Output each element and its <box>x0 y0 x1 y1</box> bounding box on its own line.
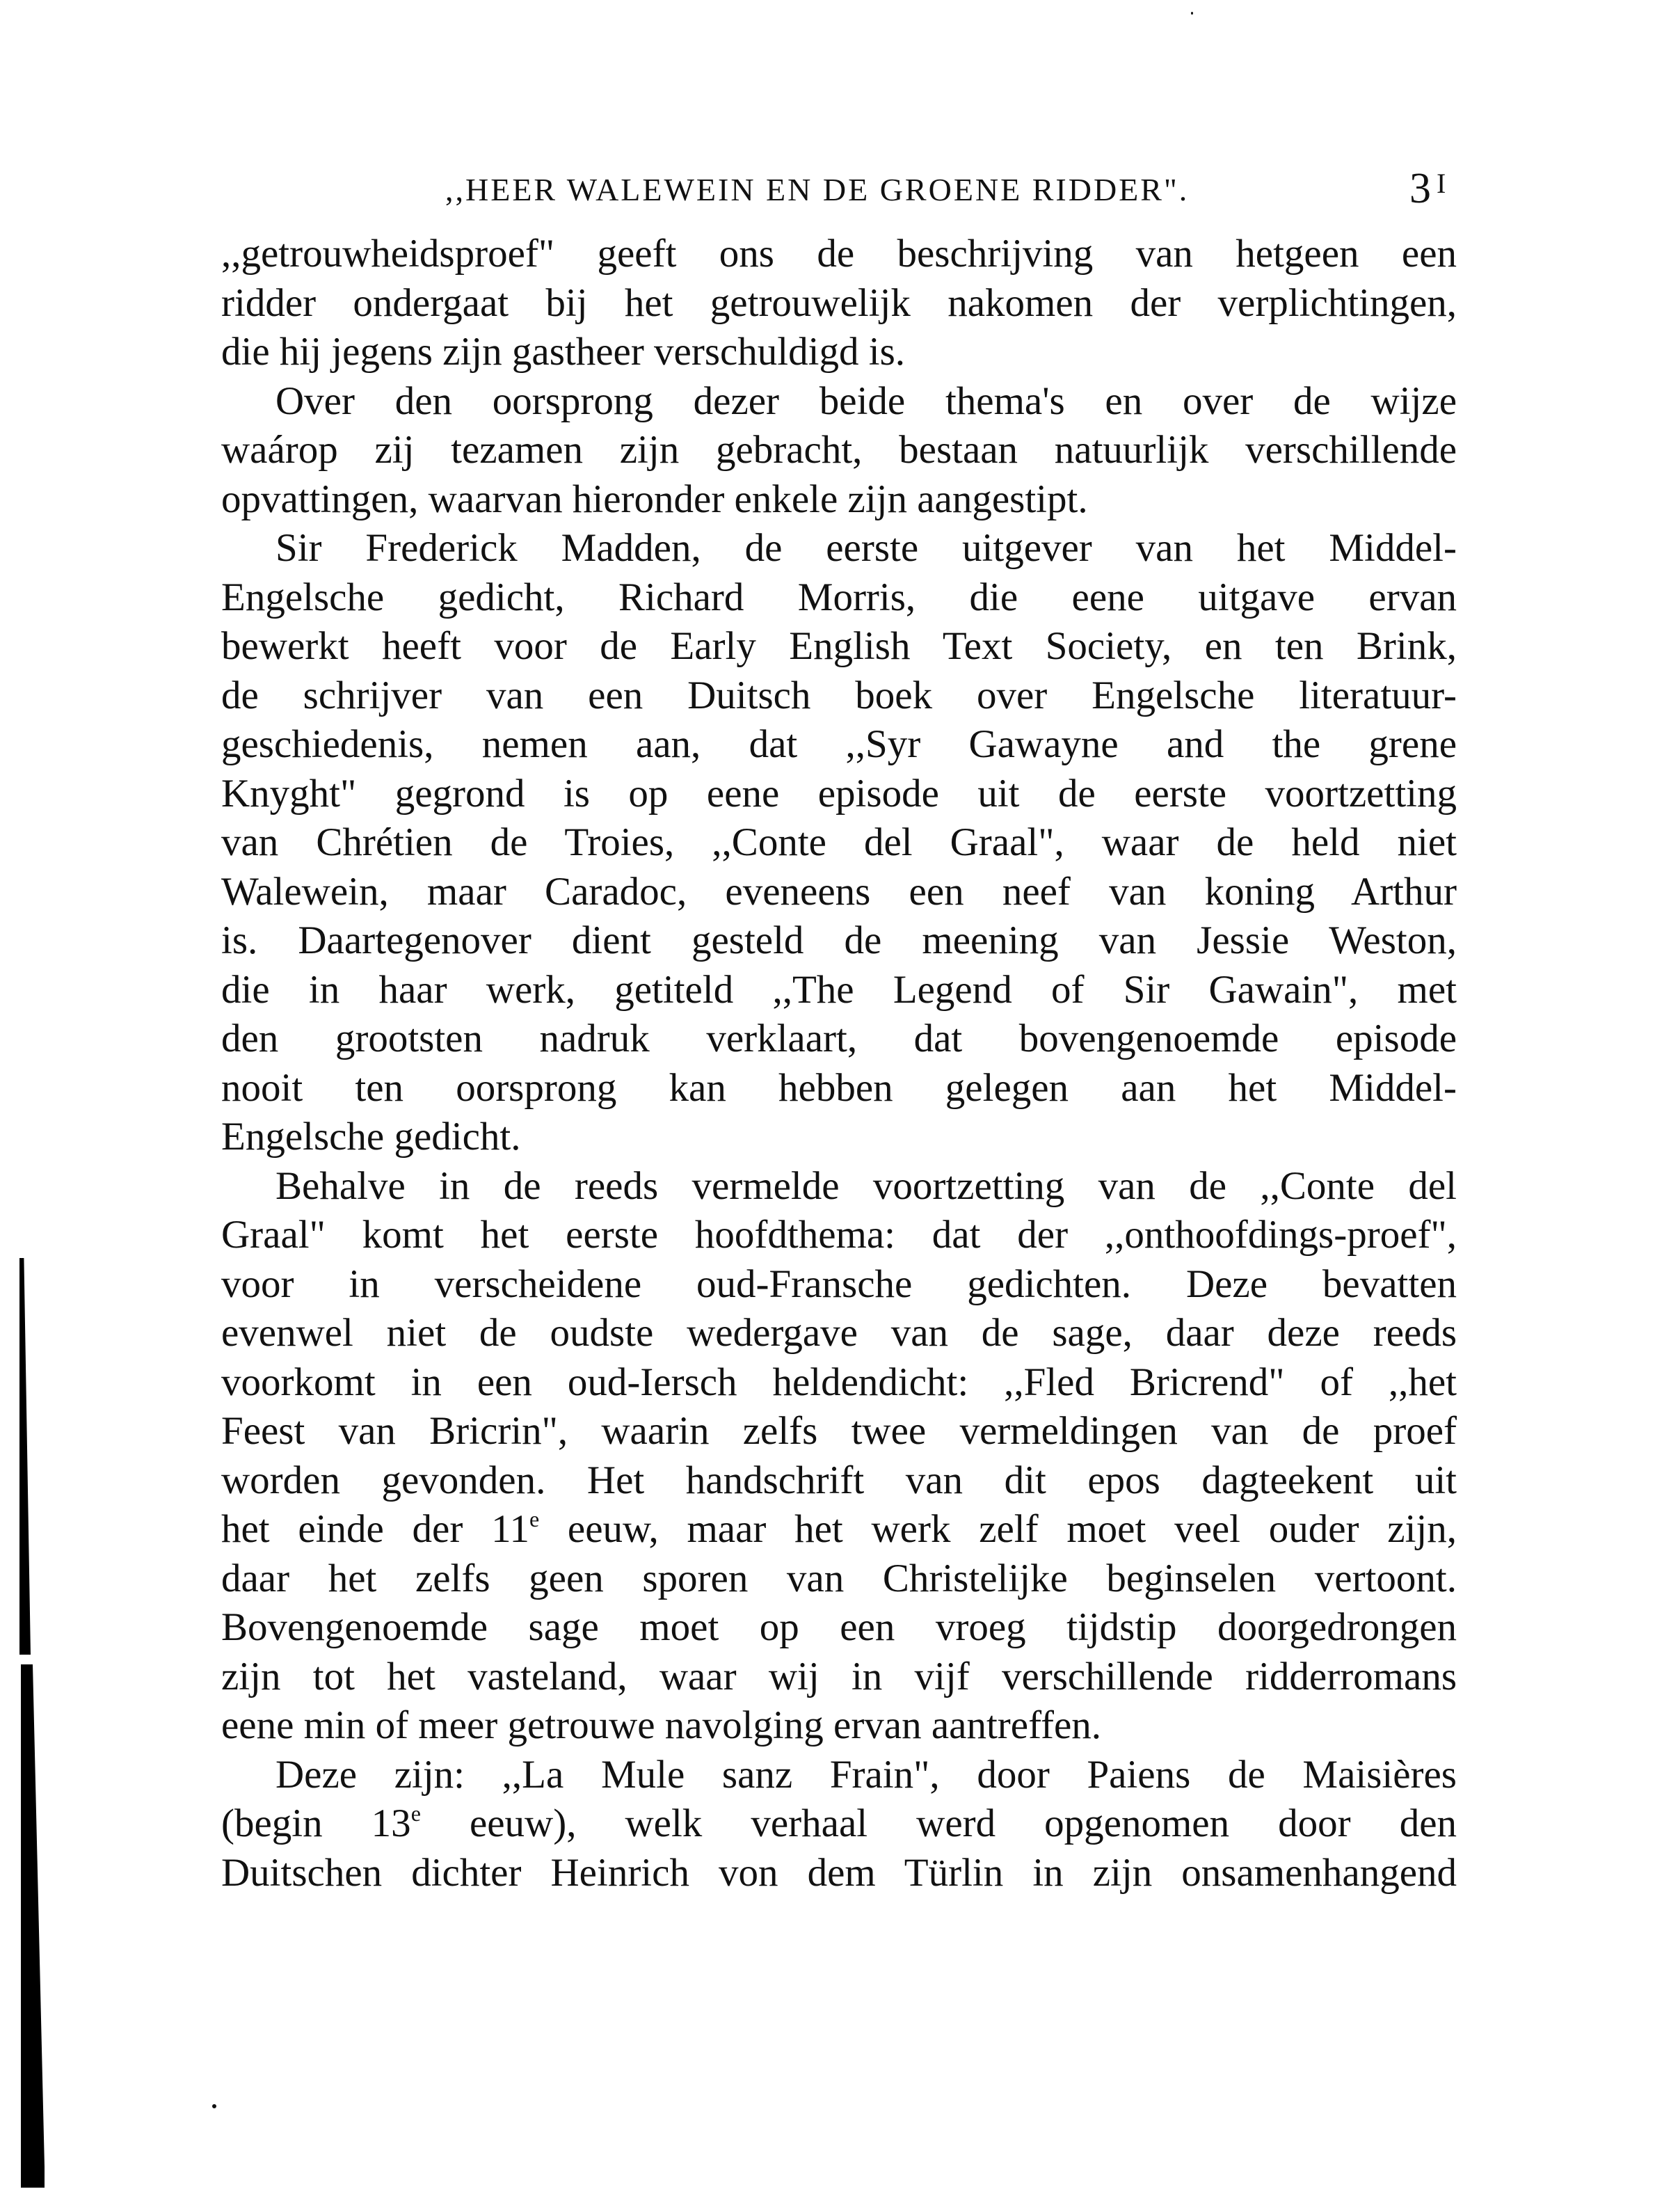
text-line: Knyght" gegrond is op eene episode uit de eerste voortzetting <box>221 771 1457 815</box>
text-line: nooit ten oorsprong kan hebben gelegen aan het Middel- <box>221 1065 1457 1110</box>
text-line: van Chrétien de Troies, ,,Conte del Graal", waar de held niet <box>221 820 1457 864</box>
text-line: Deze zijn: ,,La Mule sanz Frain", door Paiens de Maisières <box>275 1752 1457 1797</box>
text-line: Feest van Bricrin", waarin zelfs twee vermeldingen van de proef <box>221 1409 1457 1453</box>
running-head-title: ,,HEER WALEWEIN EN DE GROENE RIDDER". <box>445 172 1190 207</box>
text-line: voorkomt in een oud-Iersch heldendicht: ,,Fled Bricrend" of ,,het <box>221 1360 1457 1404</box>
text-line: die in haar werk, getiteld ,,The Legend of Sir Gawain", met <box>221 967 1457 1012</box>
text-line: die hij jegens zijn gastheer verschuldigd is. <box>221 330 905 374</box>
text-line: daar het zelfs geen sporen van Christelijke beginselen vertoont. <box>221 1556 1457 1600</box>
text-line: eene min of meer getrouwe navolging ervan aantreffen. <box>221 1703 1102 1747</box>
page-number-small: I <box>1437 168 1446 199</box>
text-line: zijn tot het vasteland, waar wij in vijf verschillende ridderromans <box>221 1654 1457 1698</box>
text-line: Behalve in de reeds vermelde voortzetting van de ,,Conte del <box>275 1163 1457 1208</box>
text-line: (begin 13e eeuw), welk verhaal werd opgenomen door den <box>221 1801 1457 1845</box>
text-line: Duitschen dichter Heinrich von dem Türlin in zijn onsamenhangend <box>221 1850 1457 1895</box>
scan-edge-shadow-lower <box>21 1664 45 2188</box>
text-line: Sir Frederick Madden, de eerste uitgever van het Middel- <box>275 526 1457 570</box>
text-line: bewerkt heeft voor de Early English Text Society, en ten Brink, <box>221 624 1457 668</box>
text-line: Engelsche gedicht, Richard Morris, die eene uitgave ervan <box>221 575 1457 619</box>
scan-speck <box>212 2104 216 2108</box>
text-line: waárop zij tezamen zijn gebracht, bestaan natuurlijk verschillende <box>221 428 1457 472</box>
page-number <box>1409 164 1446 214</box>
text-line: Over den oorsprong dezer beide thema's en over de wijze <box>275 379 1457 423</box>
page-number-main: 3 <box>1409 165 1431 212</box>
superscript-e: e <box>529 1506 540 1531</box>
text-line: Bovengenoemde sage moet op een vroeg tijdstip doorgedrongen <box>221 1605 1457 1649</box>
text-line: is. Daartegenover dient gesteld de meening van Jessie Weston, <box>221 918 1457 962</box>
text-line: ,,getrouwheidsproef" geeft ons de beschrijving van hetgeen een <box>221 232 1457 276</box>
text-line: worden gevonden. Het handschrift van dit epos dagteekent uit <box>221 1458 1457 1502</box>
text-line: de schrijver van een Duitsch boek over Engelsche literatuur- <box>221 673 1457 717</box>
scan-speck <box>1191 12 1193 15</box>
text-line: ridder ondergaat bij het getrouwelijk nakomen der verplichtingen, <box>221 280 1457 325</box>
text-line: den grootsten nadruk verklaart, dat bovengenoemde episode <box>221 1017 1457 1060</box>
text-line: evenwel niet de oudste wedergave van de sage, daar deze reeds <box>221 1311 1457 1355</box>
text-line: Graal" komt het eerste hoofdthema: dat der ,,onthoofdings-proef", <box>221 1213 1457 1257</box>
text-line: geschiedenis, nemen aan, dat ,,Syr Gawayne and the grene <box>221 722 1457 766</box>
text-line: opvattingen, waarvan hieronder enkele zijn aangestipt. <box>221 477 1088 521</box>
scan-edge-shadow-upper <box>19 1258 31 1655</box>
text-line: Engelsche gedicht. <box>221 1115 521 1159</box>
text-line: het einde der 11e eeuw, maar het werk zelf moet veel ouder zijn, <box>221 1506 1457 1551</box>
text-line: Walewein, maar Caradoc, eveneens een neef van koning Arthur <box>221 869 1457 914</box>
text-line: voor in verscheidene oud-Fransche gedichten. Deze bevatten <box>221 1262 1457 1306</box>
superscript-e: e <box>410 1801 421 1826</box>
body-text <box>221 230 1457 1897</box>
